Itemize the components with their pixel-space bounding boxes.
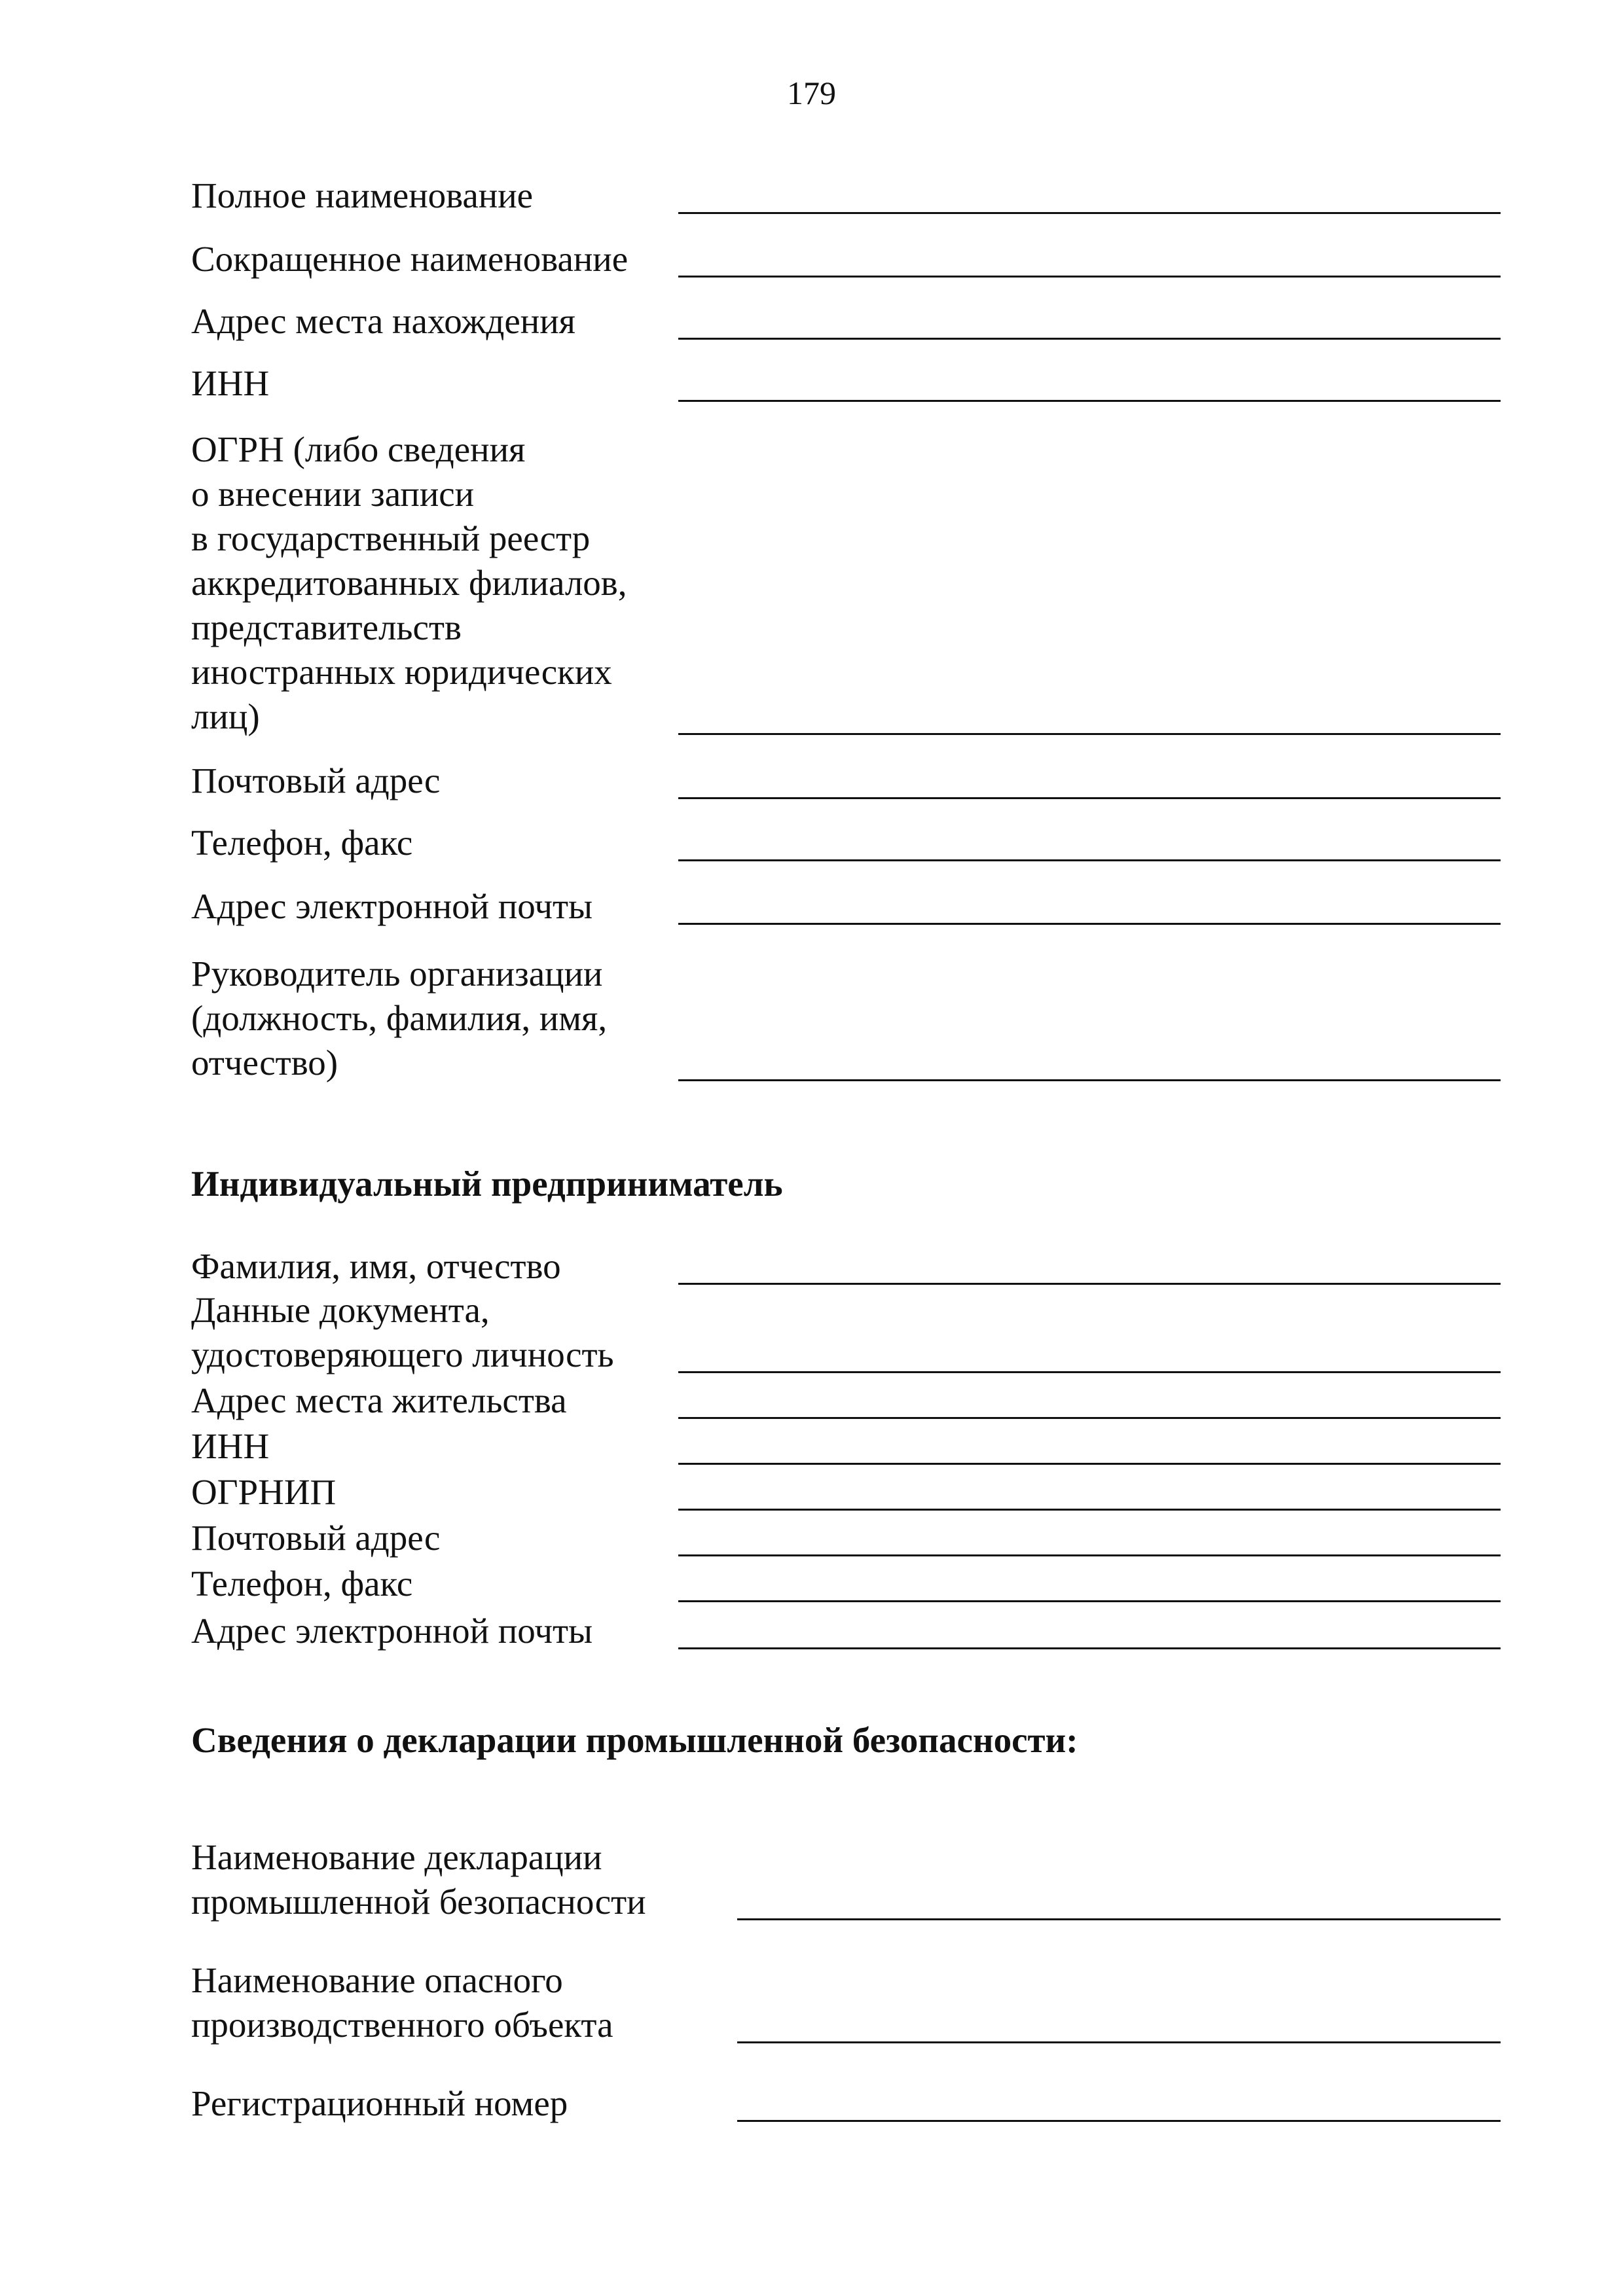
fill-in-line[interactable] [737, 1918, 1501, 1920]
fill-in-line[interactable] [678, 859, 1501, 861]
field-label: Адрес электронной почты [191, 1611, 593, 1651]
form-field-inn-ie [191, 1420, 1501, 1469]
form-field-phone-fax-ie [191, 1558, 1501, 1606]
field-label: Наименование декларации промышленной безопасности [191, 1837, 646, 1922]
fill-in-line[interactable] [737, 2041, 1501, 2043]
form-field-email-ie [191, 1604, 1501, 1653]
field-label: Руководитель организации (должность, фамилия, имя, отчество) [191, 954, 608, 1083]
fill-in-line[interactable] [678, 1554, 1501, 1556]
field-label: Сокращенное наименование [191, 239, 629, 279]
form-field-registration-number [191, 2075, 1501, 2126]
fill-in-line[interactable] [678, 400, 1501, 402]
fill-in-line[interactable] [678, 797, 1501, 799]
form-field-email [191, 877, 1501, 929]
fill-in-line[interactable] [678, 923, 1501, 925]
field-label: Телефон, факс [191, 1564, 413, 1604]
field-label: ИНН [191, 1426, 270, 1466]
fill-in-line[interactable] [678, 276, 1501, 278]
section-heading-entrepreneur: Индивидуальный предприниматель [191, 1164, 783, 1204]
page-number: 179 [787, 75, 836, 111]
fill-in-line[interactable] [678, 1079, 1501, 1081]
fill-in-line[interactable] [678, 1371, 1501, 1373]
form-field-short-name [191, 234, 1501, 281]
fill-in-line[interactable] [678, 1417, 1501, 1419]
form-field-residence-address [191, 1374, 1501, 1423]
field-label: Наименование опасного производственного объекта [191, 1960, 613, 2045]
field-label: Телефон, факс [191, 823, 413, 863]
form-field-location-address [191, 296, 1501, 344]
fill-in-line[interactable] [737, 2120, 1501, 2122]
fill-in-line[interactable] [678, 1647, 1501, 1649]
fill-in-line[interactable] [678, 1463, 1501, 1465]
form-field-head-of-organization [191, 939, 1501, 1085]
field-label: Данные документа, удостоверяющего личность [191, 1290, 614, 1374]
field-label: ИНН [191, 363, 270, 403]
form-field-full-name [191, 170, 1501, 218]
form-field-phone-fax [191, 815, 1501, 865]
form-field-postal-address [191, 753, 1501, 803]
field-label: Фамилия, имя, отчество [191, 1246, 561, 1286]
fill-in-line[interactable] [678, 338, 1501, 340]
fill-in-line[interactable] [678, 1509, 1501, 1511]
section-heading-declaration: Сведения о декларации промышленной безопасности: [191, 1720, 1078, 1760]
fill-in-line[interactable] [678, 1600, 1501, 1602]
field-label: Адрес места нахождения [191, 301, 575, 341]
field-label: Адрес места жительства [191, 1380, 567, 1420]
field-label: Полное наименование [191, 175, 534, 215]
form-field-postal-address-ie [191, 1512, 1501, 1560]
field-label: Регистрационный номер [191, 2083, 568, 2123]
field-label: ОГРН (либо сведения о внесении записи в государственный реестр аккредитованных филиалов, представительств иностранных юридических лиц) [191, 429, 627, 736]
field-label: Адрес электронной почты [191, 886, 593, 926]
form-field-ogrnip [191, 1466, 1501, 1515]
fill-in-line[interactable] [678, 733, 1501, 735]
fill-in-line[interactable] [678, 212, 1501, 214]
form-field-hazardous-facility-name [191, 1947, 1501, 2047]
field-label: Почтовый адрес [191, 761, 441, 800]
form-field-identity-document [191, 1283, 1501, 1377]
form-field-inn [191, 358, 1501, 406]
form-field-full-name-ie [191, 1241, 1501, 1289]
field-label: ОГРНИП [191, 1472, 337, 1512]
field-label: Почтовый адрес [191, 1518, 441, 1558]
form-field-declaration-name [191, 1825, 1501, 1924]
form-field-ogrn [191, 421, 1501, 739]
